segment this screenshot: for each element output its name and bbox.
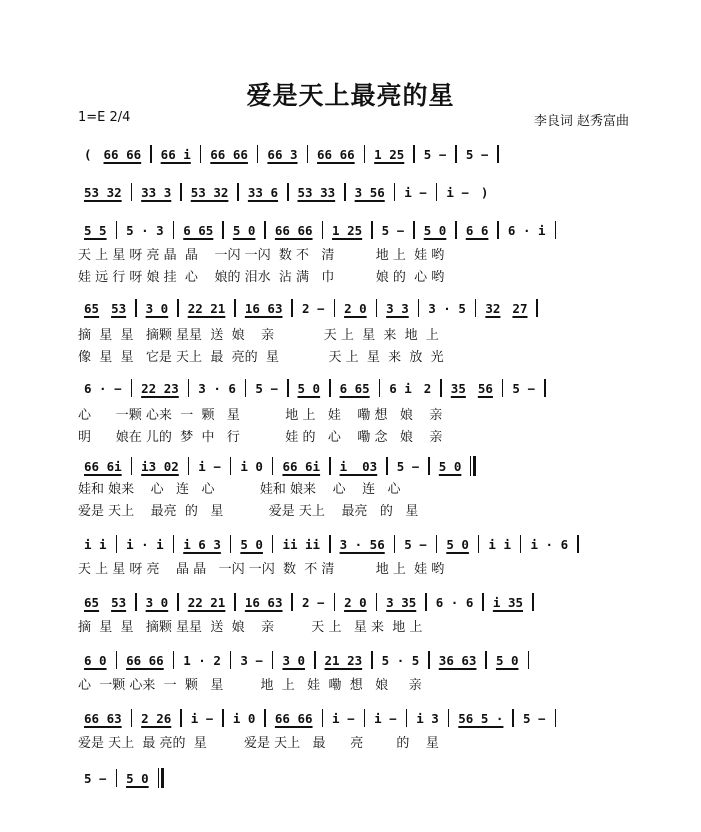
barline (222, 709, 224, 727)
note-group: i − (332, 710, 355, 726)
note-group: 53 32 (84, 184, 122, 200)
notation-row (0, 296, 701, 320)
barline (307, 145, 309, 163)
note-group: 3 − (240, 652, 263, 668)
note-group: 6 6 (465, 222, 489, 238)
note-group: 5 · 3 (126, 222, 164, 238)
key-signature: 1=E 2/4 (78, 110, 131, 125)
barline (440, 379, 442, 397)
barline (272, 535, 274, 553)
barline (485, 651, 487, 669)
note-group: i 6 3 (183, 536, 221, 552)
barline (131, 379, 133, 397)
note-group: 27 (512, 300, 528, 316)
note-group: 6 65 (183, 222, 214, 238)
barline (512, 709, 514, 727)
lyric-text: 摘 星 星 摘颗 星星 送 娘 亲 天 上 星 来 地 上 (78, 620, 423, 635)
barline (329, 379, 331, 397)
lyric-row (0, 558, 701, 582)
lyric-row (0, 244, 701, 268)
barline (413, 221, 415, 239)
notation-row (0, 532, 701, 556)
note-group: 6 · 6 (435, 594, 474, 610)
note-group: 66 63 (84, 710, 122, 726)
barline (230, 457, 232, 475)
note-group: i · 6 (530, 536, 569, 552)
note-group: 65 (84, 594, 100, 610)
note-group: 56 (477, 380, 493, 396)
note-group: 3 56 (354, 184, 385, 200)
notation-row (0, 142, 701, 166)
barline (135, 299, 137, 317)
lyric-text: 天 上 星 呀 亮 晶 晶 一闪 一闪 数 不 清 地 上 娃 哟 (78, 248, 445, 263)
note-group: i − (190, 710, 214, 726)
note-group: i3 02 (141, 458, 179, 474)
note-group: 5 0 (126, 770, 149, 786)
barline (520, 535, 522, 553)
note-group: 3 0 (145, 300, 169, 316)
lyric-text: 天 上 星 呀 亮 晶 晶 一闪 一闪 数 不 清 地 上 娃 哟 (78, 562, 445, 577)
barline (528, 651, 530, 669)
note-group: 33 6 (247, 184, 278, 200)
barline (428, 457, 430, 475)
barline (334, 299, 336, 317)
barline (173, 651, 175, 669)
barline (376, 299, 378, 317)
lyric-row (0, 324, 701, 348)
barline (264, 709, 266, 727)
note-group: i − (446, 184, 469, 200)
note-group: 32 (485, 300, 501, 316)
note-group: 1 25 (374, 146, 405, 162)
barline (180, 183, 182, 201)
lyric-text: 爱是 天上 最 亮的 星 爱是 天上 最 亮 的 星 (78, 736, 439, 751)
barline (314, 651, 316, 669)
barline (234, 593, 236, 611)
barline (379, 379, 381, 397)
lyric-row (0, 674, 701, 698)
barline (150, 145, 152, 163)
lyric-row (0, 500, 701, 524)
barline (188, 379, 190, 397)
note-group: 56 5 · (458, 710, 504, 726)
barline (371, 221, 373, 239)
barline (448, 709, 450, 727)
barline (364, 709, 366, 727)
note-group: i 0 (232, 710, 256, 726)
note-group: 66 3 (267, 146, 298, 162)
note-group: i 35 (492, 594, 523, 610)
barline (116, 221, 118, 239)
note-group: ( (84, 146, 92, 162)
note-group: 36 63 (438, 652, 477, 668)
note-group: 21 23 (324, 652, 363, 668)
notation-row (0, 180, 701, 204)
notation-row (0, 706, 701, 730)
final-barline (158, 768, 164, 788)
note-group: 5 0 (423, 222, 447, 238)
lyric-row (0, 404, 701, 428)
barline (436, 535, 438, 553)
barline (180, 709, 182, 727)
barline (177, 299, 179, 317)
barline (177, 593, 179, 611)
barline (425, 593, 427, 611)
barline (173, 221, 175, 239)
barline (436, 183, 438, 201)
note-group: i · i (126, 536, 164, 552)
note-group: 16 63 (244, 594, 283, 610)
note-group: 2 0 (344, 300, 367, 316)
barline (536, 299, 538, 317)
note-group: 6 65 (339, 380, 370, 396)
barline (428, 651, 430, 669)
barline (406, 709, 408, 727)
lyric-row (0, 426, 701, 450)
note-group: 22 21 (187, 300, 226, 316)
song-title: 爱是天上最亮的星 (246, 81, 455, 110)
notation-row (0, 648, 701, 672)
barline (532, 593, 534, 611)
note-group: 66 6i (84, 458, 122, 474)
barline (555, 709, 557, 727)
barline (116, 535, 118, 553)
note-group: 5 − (255, 380, 278, 396)
barline (131, 709, 133, 727)
lyric-row (0, 478, 701, 502)
note-group: 2 26 (141, 710, 172, 726)
note-group: 66 66 (274, 222, 313, 238)
note-group: 66 66 (103, 146, 142, 162)
barline (394, 183, 396, 201)
note-group: 2 (423, 380, 432, 396)
barline (334, 593, 336, 611)
barline (371, 651, 373, 669)
barline (291, 299, 293, 317)
barline (131, 183, 133, 201)
barline (287, 183, 289, 201)
lyric-text: 娃 远 行 呀 娘 挂 心 娘的 泪水 沾 满 巾 娘 的 心 哟 (78, 270, 445, 285)
notation-row (0, 766, 701, 790)
note-group: 3 3 (386, 300, 409, 316)
barline (272, 457, 274, 475)
note-group: 3 0 (282, 652, 306, 668)
barline (577, 535, 579, 553)
barline (287, 379, 289, 397)
note-group: 5 0 (297, 380, 321, 396)
barline (322, 221, 324, 239)
barline (413, 145, 415, 163)
notation-row (0, 218, 701, 242)
note-group: 5 0 (495, 652, 519, 668)
note-group: 3 · 5 (428, 300, 466, 316)
barline (264, 221, 266, 239)
lyric-row (0, 266, 701, 290)
note-group: 66 6i (282, 458, 321, 474)
note-group: 5 − (396, 458, 420, 474)
barline (344, 183, 346, 201)
barline (291, 593, 293, 611)
note-group: 22 23 (141, 380, 179, 396)
note-group: i 3 (416, 710, 439, 726)
note-group: 2 − (301, 594, 325, 610)
note-group: 3 0 (145, 594, 169, 610)
note-group: 5 · 5 (381, 652, 420, 668)
note-group: 66 66 (126, 652, 164, 668)
barline (116, 651, 118, 669)
notation-row (0, 590, 701, 614)
note-group: 53 33 (297, 184, 336, 200)
barline (237, 183, 239, 201)
barline (230, 535, 232, 553)
note-group: 5 5 (84, 222, 107, 238)
note-group: 66 66 (274, 710, 313, 726)
note-group: ii ii (282, 536, 321, 552)
note-group: i 03 (339, 458, 378, 474)
note-group: 35 (450, 380, 466, 396)
note-group: 2 0 (344, 594, 367, 610)
note-group: i − (198, 458, 221, 474)
lyric-row (0, 346, 701, 370)
barline (329, 457, 331, 475)
note-group: 3 · 56 (339, 536, 385, 552)
note-group: 5 0 (240, 536, 263, 552)
note-group: 5 0 (438, 458, 462, 474)
note-group: 5 − (381, 222, 405, 238)
note-group: 16 63 (244, 300, 283, 316)
note-group: 1 · 2 (183, 652, 221, 668)
barline (322, 709, 324, 727)
note-group: 5 − (522, 710, 546, 726)
barline (455, 221, 457, 239)
lyric-text: 像 星 星 它是 天上 最 亮的 星 天 上 星 来 放 光 (78, 350, 444, 365)
note-group: 53 (111, 594, 127, 610)
note-group: 66 i (160, 146, 191, 162)
lyric-text: 摘 星 星 摘颗 星星 送 娘 亲 天 上 星 来 地 上 (78, 328, 439, 343)
lyric-text: 心 一颗 心来 一 颗 星 地 上 娃 嘞 想 娘 亲 (78, 678, 422, 693)
barline (555, 221, 557, 239)
barline (497, 221, 499, 239)
lyric-text: 心 一颗 心来 一 颗 星 地 上 娃 嘞 想 娘 亲 (78, 408, 443, 423)
note-group: 3 35 (386, 594, 417, 610)
note-group: 33 3 (141, 184, 172, 200)
lyric-row (0, 732, 701, 756)
notation-row (0, 376, 701, 400)
note-group: 53 (111, 300, 127, 316)
lyric-text: 娃和 娘来 心 连 心 娃和 娘来 心 连 心 (78, 482, 401, 497)
lyric-text: 明 娘在 儿的 梦 中 行 娃 的 心 嘞 念 娘 亲 (78, 430, 443, 445)
note-group: 5 − (512, 380, 535, 396)
note-group: 66 66 (210, 146, 248, 162)
note-group: 66 66 (317, 146, 355, 162)
barline (234, 299, 236, 317)
note-group: 6 i (389, 380, 412, 396)
barline (376, 593, 378, 611)
note-group: 22 21 (187, 594, 226, 610)
barline (475, 299, 477, 317)
barline (418, 299, 420, 317)
note-group: 3 · 6 (198, 380, 236, 396)
note-group: i − (404, 184, 427, 200)
note-group: 5 − (404, 536, 427, 552)
note-group: 6 · − (84, 380, 122, 396)
barline (131, 457, 133, 475)
final-barline (470, 456, 476, 476)
barline (200, 145, 202, 163)
barline (329, 535, 331, 553)
barline (272, 651, 274, 669)
barline (482, 593, 484, 611)
note-group: 5 0 (232, 222, 256, 238)
note-group: i − (374, 710, 397, 726)
barline (173, 535, 175, 553)
barline (502, 379, 504, 397)
barline (364, 145, 366, 163)
barline (222, 221, 224, 239)
barline (394, 535, 396, 553)
barline (386, 457, 388, 475)
note-group: 5 − (465, 146, 489, 162)
note-group: 5 − (84, 770, 107, 786)
note-group: 65 (84, 300, 100, 316)
note-group: ) (480, 184, 489, 200)
barline (188, 457, 190, 475)
note-group: i 0 (240, 458, 263, 474)
credits: 李良词 赵秀富曲 (533, 114, 629, 129)
note-group: 2 − (301, 300, 325, 316)
note-group: 6 0 (84, 652, 107, 668)
lyric-row (0, 616, 701, 640)
barline (135, 593, 137, 611)
note-group: 5 − (423, 146, 447, 162)
barline (257, 145, 259, 163)
barline (478, 535, 480, 553)
barline (116, 769, 118, 787)
barline (230, 651, 232, 669)
note-group: 6 · i (507, 222, 546, 238)
note-group: i i (488, 536, 511, 552)
barline (497, 145, 499, 163)
note-group: i i (84, 536, 107, 552)
barline (544, 379, 546, 397)
note-group: 53 32 (190, 184, 229, 200)
barline (455, 145, 457, 163)
barline (245, 379, 247, 397)
note-group: 1 25 (332, 222, 363, 238)
note-group: 5 0 (446, 536, 469, 552)
lyric-text: 爱是 天上 最亮 的 星 爱是 天上 最亮 的 星 (78, 504, 419, 519)
notation-row (0, 454, 701, 478)
